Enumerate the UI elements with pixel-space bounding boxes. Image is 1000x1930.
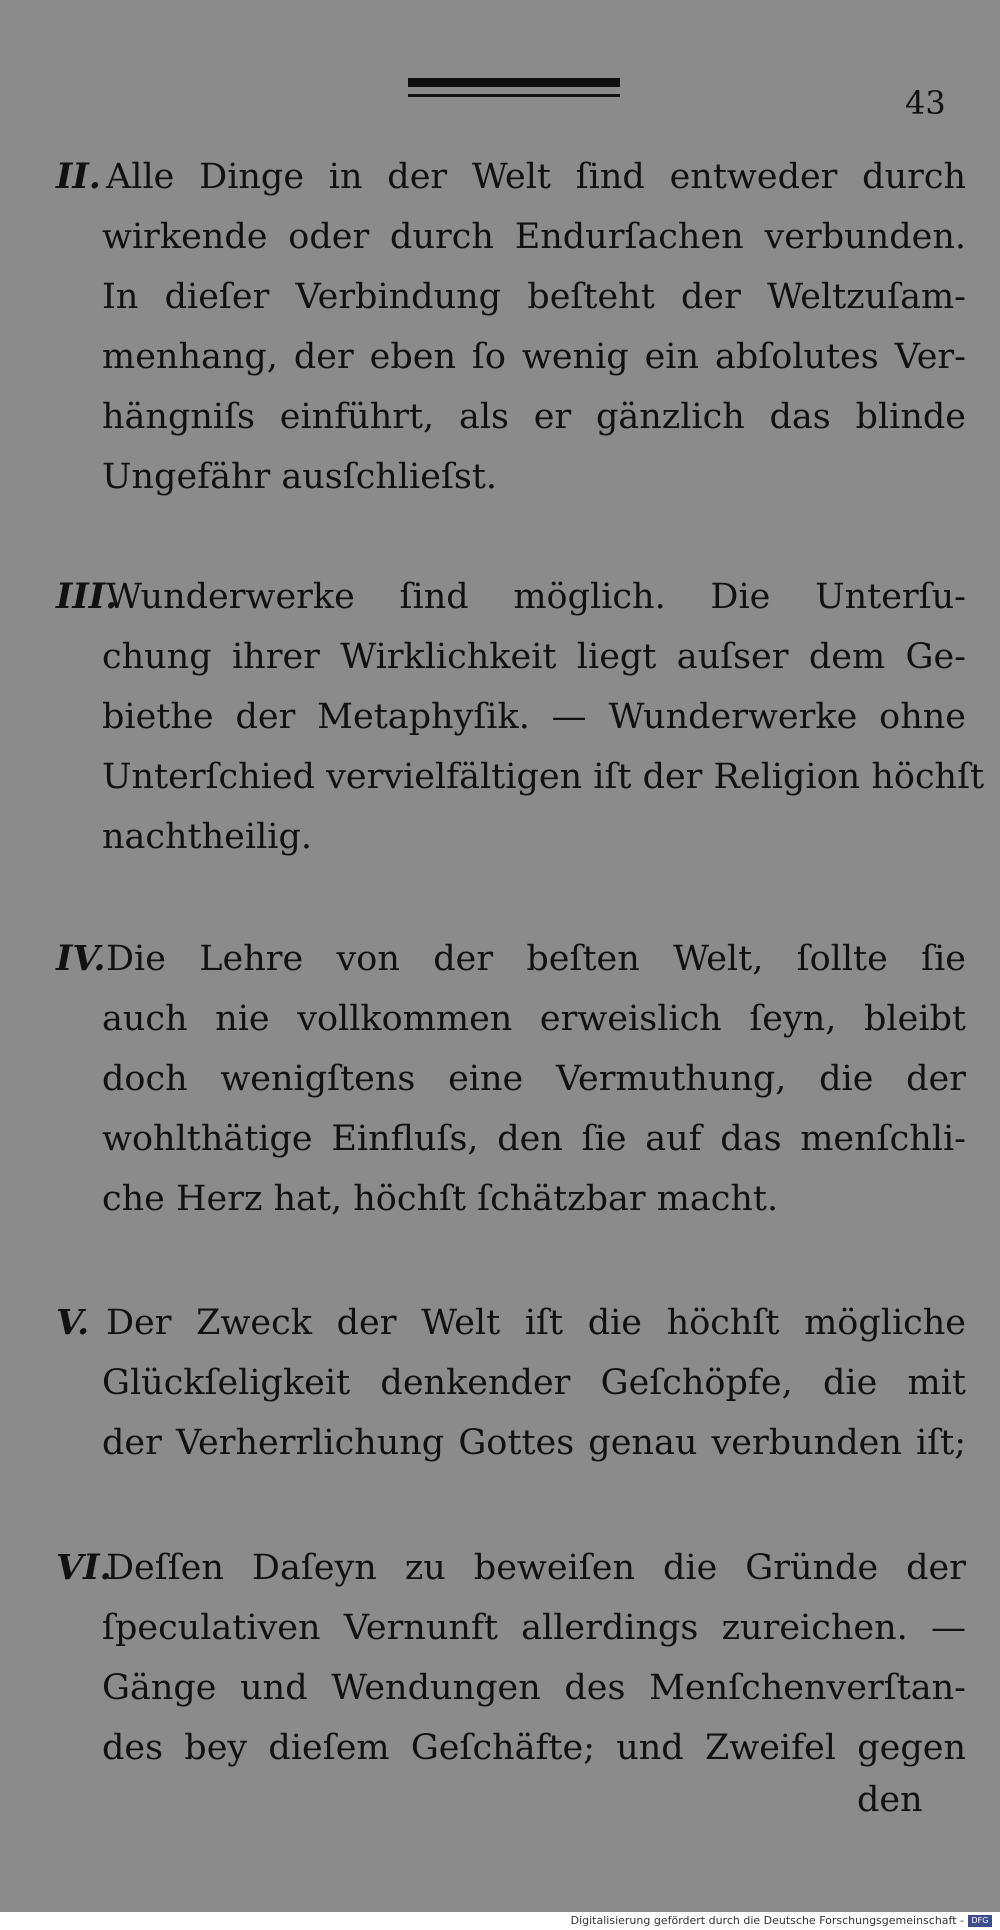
text-line: wohlthätige Einfluſs, den ſie auf das menſchli- (102, 1119, 966, 1159)
text-line: chung ihrer Wirklichkeit liegt auſser dem Ge- (102, 637, 966, 677)
text-line: wirkende oder durch Endurſachen verbunden. (102, 217, 966, 257)
header-rule-thin (408, 94, 620, 97)
dfg-logo-icon: DFG (968, 1915, 992, 1927)
text-line: der Verherrlichung Gottes genau verbunden iſt; (102, 1423, 966, 1463)
text-line: auch nie vollkommen erweislich ſeyn, bleibt (102, 999, 966, 1039)
text-line: che Herz hat, höchſt ſchätzbar macht. (102, 1179, 779, 1219)
text-line: Unterſchied vervielfältigen iſt der Religion höchſt (102, 757, 985, 797)
paragraph-number: VI. (56, 1547, 112, 1588)
paragraph-vi (56, 1538, 966, 1778)
digitization-footer (0, 1912, 1000, 1930)
text-line: In dieſer Verbindung beſteht der Weltzuſam- (102, 277, 966, 317)
text-line: Deſſen Daſeyn zu beweiſen die Gründe der (106, 1548, 966, 1588)
text-line: menhang, der eben ſo wenig ein abſolutes Ver- (102, 337, 966, 377)
text-line: ſpeculativen Vernunft allerdings zureichen. — (102, 1608, 966, 1648)
text-line: Glückſeligkeit denkender Geſchöpfe, die mit (102, 1363, 966, 1403)
text-line: biethe der Metaphyſik. — Wunderwerke ohne (102, 697, 966, 737)
catchword: den (857, 1780, 923, 1820)
paragraph-number: II. (56, 156, 101, 197)
header-rule-thick (408, 78, 620, 87)
paragraph-ii (56, 147, 966, 507)
text-line: Der Zweck der Welt iſt die höchſt mögliche (106, 1303, 966, 1343)
paragraph-iv (56, 929, 966, 1229)
text-line: Alle Dinge in der Welt ſind entweder durch (106, 157, 966, 197)
text-line: Ungefähr ausſchlieſst. (102, 457, 498, 497)
footer-credit: Digitalisierung gefördert durch die Deutsche Forschungsgemeinschaft - (570, 1914, 964, 1927)
paragraph-v (56, 1293, 966, 1473)
text-line: Die Lehre von der beſten Welt, ſollte ſie (106, 939, 966, 979)
paragraph-number: V. (56, 1302, 90, 1343)
paragraph-iii (56, 567, 985, 867)
page-number: 43 (905, 84, 946, 122)
text-line: Wunderwerke ſind möglich. Die Unterſu- (106, 577, 966, 617)
paragraph-number: IV. (56, 938, 106, 979)
text-line: hängniſs einführt, als er gänzlich das blinde (102, 397, 966, 437)
paragraph-number: III. (56, 576, 118, 617)
text-line: doch wenigſtens eine Vermuthung, die der (102, 1059, 966, 1099)
text-line: Gänge und Wendungen des Menſchenverſtan- (102, 1668, 966, 1708)
text-line: des bey dieſem Geſchäfte; und Zweifel gegen (102, 1728, 966, 1768)
text-line: nachtheilig. (102, 817, 312, 857)
